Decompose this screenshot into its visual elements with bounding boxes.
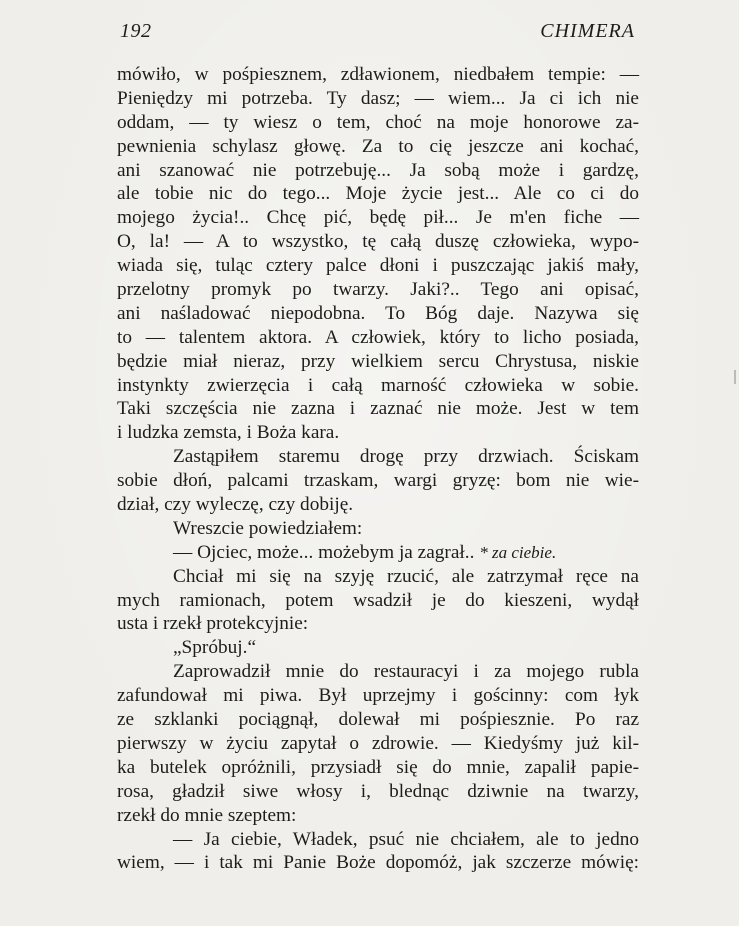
text-line: mojego życia!.. Chcę pić, będę pił... Je m'en fiche — — [117, 207, 639, 229]
text-line: ani naśladować niepodobna. To Bóg daje. Nazywa się — [117, 302, 639, 324]
text-line: ale tobie nic do tego... Moje życie jest... Ale co ci do — [117, 183, 639, 205]
text-line: dział, czy wyleczę, czy dobiję. — [117, 494, 354, 516]
text-line: instynkty zwierzęcia i całą marność człowieka w sobie. — [117, 374, 639, 396]
text-line: Pieniędzy mi potrzeba. Ty dasz; — wiem... Ja ci ich nie — [117, 87, 639, 109]
text-line: zafundował mi piwa. Był uprzejmy i gościnny: com łyk — [117, 685, 639, 707]
text-line: ka butelek opróżnili, przysiadł się do mnie, zapalił papie- — [117, 756, 639, 778]
text-line: pierwszy w życiu zapytał o zdrowie. — Kiedyśmy już kil- — [117, 732, 639, 754]
text-line: Chciał mi się na szyję rzucić, ale zatrzymał ręce na — [173, 565, 639, 587]
text-line: Zaprowadził mnie do restauracyi i za mojego rubla — [173, 661, 639, 683]
inline-signature: * za ciebie. — [479, 542, 557, 562]
text-line: wiada się, tuląc cztery palce dłoni i puszczając jakiś mały, — [117, 255, 639, 277]
text-line: O, la! — A to wszystko, tę całą duszę człowieka, wypo- — [117, 231, 639, 253]
text-line: usta i rzekł protekcyjnie: — [117, 613, 309, 635]
text-line: mówiło, w pośpiesznem, zdławionem, niedbałem tempie: — — [117, 64, 639, 85]
text-line: Zastąpiłem staremu drogę przy drzwiach. Ściskam — [173, 446, 639, 468]
text-line: wiem, — i tak mi Panie Boże dopomóż, jak szczerze mówię: — [117, 852, 639, 874]
text-line: ze szklanki pociągnął, dolewał mi pośpiesznie. Po raz — [117, 709, 639, 731]
text-line: ani szanować nie potrzebuję... Ja sobą może i gardzę, — [117, 159, 639, 181]
running-head: CHIMERA — [540, 20, 635, 42]
text-line: to — talentem aktora. A człowiek, który to licho posiada, — [117, 326, 639, 348]
text-line: — Ojciec, może... możebym ja zagrał.. — [173, 541, 475, 563]
text-line: i ludzka zemsta, i Boża kara. — [117, 422, 340, 444]
text-line: sobie dłoń, palcami trzaskam, wargi gryzę: bom nie wie- — [117, 470, 639, 492]
text-line: mych ramionach, potem wsadził je do kieszeni, wydął — [117, 589, 639, 611]
text-line-with-signature — [117, 541, 639, 565]
text-line: pewnienia schylasz głowę. Za to cię jeszcze ani kochać, — [117, 135, 639, 157]
page-edge-mark — [734, 370, 736, 384]
text-line: rzekł do mnie szeptem: — [117, 804, 297, 826]
text-line: oddam, — ty wiesz o tem, choć na moje honorowe za- — [117, 111, 639, 133]
text-line: — Ja ciebie, Władek, psuć nie chciałem, ale to jedno — [173, 828, 639, 850]
page-number: 192 — [120, 20, 152, 42]
page-header — [120, 20, 635, 44]
text-line: rosa, gładził siwe włosy i, blednąc dziwnie na twarzy, — [117, 780, 639, 802]
text-line: Taki szczęścia nie zazna i zaznać nie może. Jest w tem — [117, 398, 639, 420]
text-line: „Spróbuj.“ — [173, 637, 256, 659]
body-text — [117, 63, 639, 875]
text-line: przelotny promyk po twarzy. Jaki?.. Tego ani opisać, — [117, 279, 639, 301]
text-line: Wreszcie powiedziałem: — [173, 517, 363, 539]
text-line: będzie miał nieraz, przy wielkiem sercu Chrystusa, niskie — [117, 350, 639, 372]
